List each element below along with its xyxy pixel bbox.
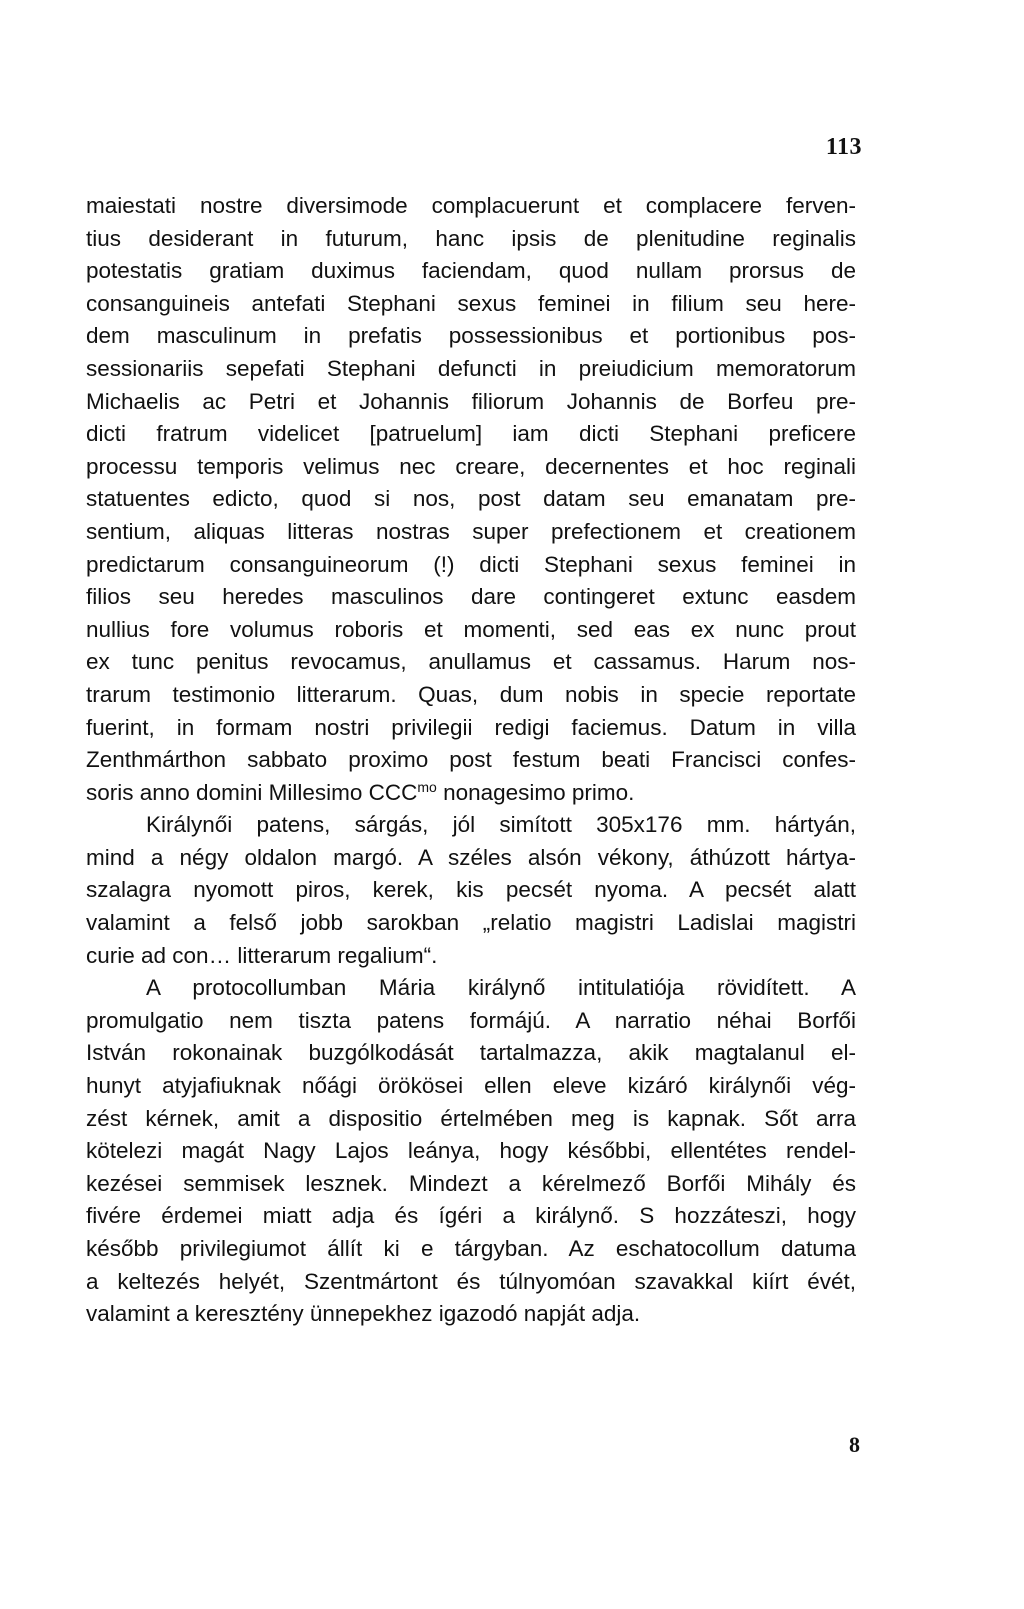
text-line: dicti fratrum videlicet [patruelum] iam dicti Stephani preficere bbox=[86, 421, 856, 447]
text-line: promulgatio nem tiszta patens formájú. A narratio néhai Borfői bbox=[86, 1007, 856, 1033]
text-line: ex tunc penitus revocamus, anullamus et cassamus. Harum nos- bbox=[86, 649, 856, 675]
text-line: statuentes edicto, quod si nos, post datam seu emanatam pre- bbox=[86, 486, 856, 512]
text-line: processu temporis velimus nec creare, decernentes et hoc reginali bbox=[86, 453, 856, 479]
text-line: trarum testimonio litterarum. Quas, dum nobis in specie reportate bbox=[86, 681, 856, 707]
text-line: hunyt atyjafiuknak nőági örökösei ellen eleve kizáró királynői vég- bbox=[86, 1073, 856, 1099]
text-line-dating bbox=[86, 777, 856, 810]
text-line: potestatis gratiam duximus faciendam, quod nullam prorsus de bbox=[86, 258, 856, 284]
text-line: nullius fore volumus roboris et momenti, sed eas ex nunc prout bbox=[86, 616, 856, 642]
text-line: zést kérnek, amit a dispositio értelmében meg is kapnak. Sőt arra bbox=[86, 1105, 856, 1131]
text-line: Királynői patens, sárgás, jól simított 305x176 mm. hártyán, bbox=[146, 812, 856, 838]
superscript-ordinal: mo bbox=[417, 778, 437, 795]
text-line: valamint a felső jobb sarokban „relatio magistri Ladislai magistri bbox=[86, 910, 856, 936]
text-line: maiestati nostre diversimode complacuerunt et complacere ferven- bbox=[86, 193, 856, 218]
text-line: sentium, aliquas litteras nostras super prefectionem et creationem bbox=[86, 518, 856, 544]
text-line: kötelezi magát Nagy Lajos leánya, hogy későbbi, ellentétes rendel- bbox=[86, 1138, 856, 1164]
text-line: consanguineis antefati Stephani sexus feminei in filium seu here- bbox=[86, 290, 856, 316]
text-line: A protocollumban Mária királynő intitulatiója rövidített. A bbox=[146, 975, 856, 1001]
text-line: fuerint, in formam nostri privilegii redigi faciemus. Datum in villa bbox=[86, 714, 856, 740]
text-line: később privilegiumot állít ki e tárgyban. Az eschatocollum datuma bbox=[86, 1236, 856, 1261]
text-line: sessionariis sepefati Stephani defuncti in preiudicium memoratorum bbox=[86, 355, 856, 381]
signature-mark: 8 bbox=[849, 1432, 860, 1457]
page-number: 113 bbox=[825, 134, 862, 160]
text-line: kezései semmisek lesznek. Mindezt a kérelmező Borfői Mihály és bbox=[86, 1170, 856, 1196]
text-line: valamint a keresztény ünnepekhez igazodó napját adja. bbox=[86, 1301, 641, 1327]
paragraph-physical-description bbox=[86, 809, 856, 972]
text-line: tius desiderant in futurum, hanc ipsis de plenitudine reginalis bbox=[86, 225, 856, 251]
text-line: dem masculinum in prefatis possessionibus et portionibus pos- bbox=[86, 323, 856, 349]
body-text bbox=[86, 190, 856, 1331]
text-line: mind a négy oldalon margó. A széles alsón vékony, áthúzott hártya- bbox=[86, 844, 856, 870]
paragraph-latin-charter bbox=[86, 190, 856, 809]
text-line: predictarum consanguineorum (!) dicti Stephani sexus feminei in bbox=[86, 551, 856, 577]
text-line: filios seu heredes masculinos dare contingeret extunc easdem bbox=[86, 584, 856, 610]
text-line: Michaelis ac Petri et Johannis filiorum Johannis de Borfeu pre- bbox=[86, 388, 856, 414]
text-line: curie ad con… litterarum regalium“. bbox=[86, 942, 438, 968]
text-line: szalagra nyomott piros, kerek, kis pecsét nyoma. A pecsét alatt bbox=[86, 877, 856, 903]
text-line: fivére érdemei miatt adja és ígéri a királynő. S hozzáteszi, hogy bbox=[86, 1203, 856, 1229]
dating-text-end: nonagesimo primo. bbox=[436, 779, 635, 805]
dating-text: soris anno domini Millesimo CCC bbox=[86, 779, 418, 805]
text-line: Zenthmárthon sabbato proximo post festum beati Francisci confes- bbox=[86, 747, 856, 773]
text-line: a keltezés helyét, Szentmártont és túlnyomóan szavakkal kiírt évét, bbox=[86, 1268, 856, 1294]
paragraph-diplomatic-analysis bbox=[86, 972, 856, 1331]
text-line: István rokonainak buzgólkodását tartalmazza, akik magtalanul el- bbox=[86, 1040, 856, 1066]
